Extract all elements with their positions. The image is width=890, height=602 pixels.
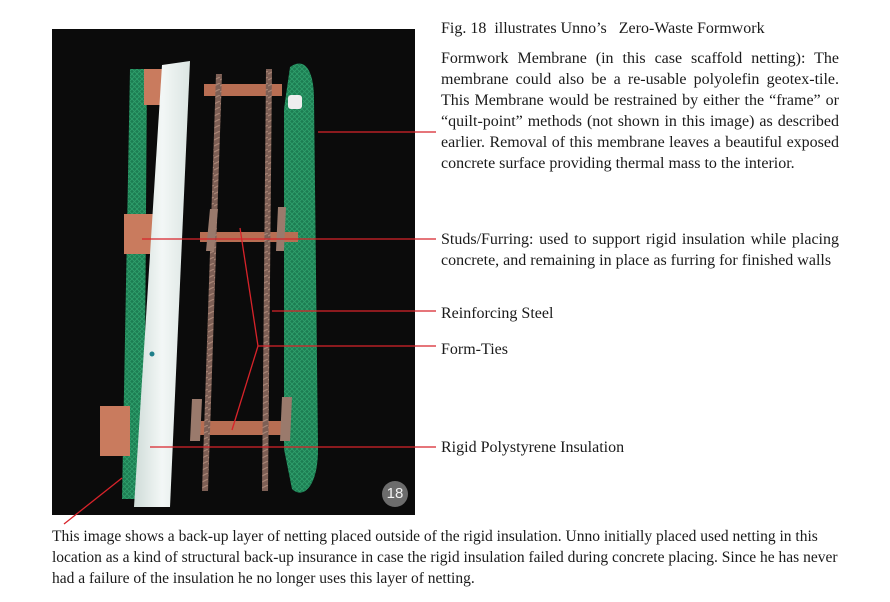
callout-reinforcing-steel: Reinforcing Steel — [441, 305, 554, 322]
formwork-model-illustration — [52, 29, 415, 515]
form-tie — [190, 399, 202, 441]
caption-title: Zero-Waste Formwork — [618, 20, 765, 37]
formwork-photo — [52, 29, 415, 515]
callout-form-ties: Form-Ties — [441, 341, 508, 358]
figure-number-badge: 18 — [382, 481, 408, 507]
bottom-note: This image shows a back-up layer of netting placed outside of the rigid insulation. Unno initially placed used netting in this location as a kind of structural back-up insurance in case the rigid insulation failed during concrete placing. Since he has never had a failure of the insulation he no longer uses this layer of netting. — [52, 528, 838, 587]
callout-formwork-membrane: Formwork Membrane (in this case scaffold netting): The membrane could also be a re-usable polyolefin geotex-tile. This Membrane would be restrained by either the “frame” or “quilt-point” methods (not shown in this image) as described earlier. Removal of this membrane leaves a beautiful exposed concrete surface providing thermal mass to the interior. — [441, 50, 839, 172]
furring-block — [124, 214, 154, 254]
callout-rigid-insulation: Rigid Polystyrene Insulation — [441, 439, 625, 456]
caption-prefix: Fig. 18 illustrates Unno’s — [441, 20, 607, 37]
insulation-mark — [150, 352, 155, 357]
form-tie — [280, 397, 292, 441]
callout-studs-furring: Studs/Furring: used to support rigid insulation while placing concrete, and remaining in place as furring for finished walls — [441, 231, 839, 269]
furring-block — [100, 406, 130, 456]
tie-end-cap — [288, 95, 302, 109]
figure-caption — [441, 18, 861, 39]
